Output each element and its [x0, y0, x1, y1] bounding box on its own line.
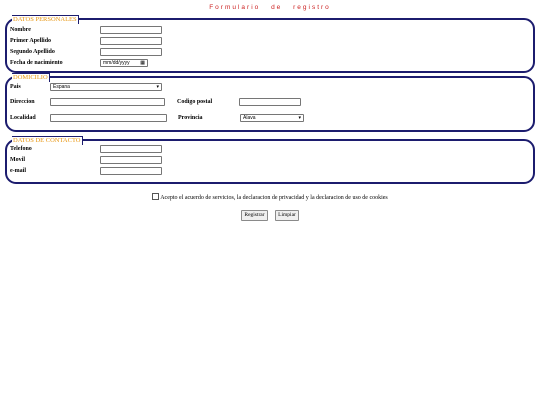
terms-label[interactable]: Acepto el acuerdo de servicios, la declaracion de privacidad y la declaracion de uso de cookies — [160, 195, 388, 201]
email-input[interactable] — [100, 167, 162, 175]
direccion-input[interactable] — [50, 98, 165, 106]
fecha-placeholder: mm/dd/yyyy — [103, 60, 130, 66]
codigo-postal-input[interactable] — [239, 98, 301, 106]
pais-label: Pais — [10, 84, 21, 90]
nombre-label: Nombre — [10, 27, 31, 33]
segundo-apellido-label: Segundo Apellido — [10, 49, 55, 55]
movil-input[interactable] — [100, 156, 162, 164]
primer-apellido-label: Primer Apellido — [10, 38, 52, 44]
contact-legend: DATOS DE CONTACTO — [13, 137, 81, 144]
telefono-label: Telefono — [10, 146, 32, 152]
localidad-label: Localidad — [10, 115, 36, 121]
nombre-input[interactable] — [100, 26, 162, 34]
pais-select[interactable] — [50, 83, 162, 91]
chevron-down-icon: ▾ — [298, 115, 301, 121]
calendar-icon[interactable]: ▦ — [140, 60, 145, 66]
page-title: Formulario de registro — [209, 4, 331, 11]
fecha-nacimiento-input[interactable] — [100, 59, 148, 67]
terms-row — [0, 193, 540, 202]
codigo-postal-label: Codigo postal — [177, 99, 213, 105]
telefono-input[interactable] — [100, 145, 162, 153]
primer-apellido-input[interactable] — [100, 37, 162, 45]
localidad-input[interactable] — [50, 114, 167, 122]
address-fieldset — [5, 76, 535, 132]
limpiar-button[interactable]: Limpiar — [275, 210, 299, 221]
chevron-down-icon: ▾ — [156, 84, 159, 90]
terms-checkbox[interactable] — [152, 193, 159, 200]
segundo-apellido-input[interactable] — [100, 48, 162, 56]
movil-label: Movil — [10, 157, 25, 163]
personal-data-fieldset — [5, 18, 535, 73]
provincia-select[interactable] — [240, 114, 304, 122]
address-legend: DOMICILIO — [13, 74, 48, 81]
provincia-label: Provincia — [178, 115, 203, 121]
email-label: e-mail — [10, 168, 26, 174]
direccion-label: Direccion — [10, 99, 35, 105]
pais-selected-value: Espana — [53, 84, 70, 90]
personal-data-legend: DATOS PERSONALES — [13, 16, 77, 23]
fecha-nacimiento-label: Fecha de nacimiento — [10, 60, 63, 66]
contact-fieldset — [5, 139, 535, 184]
provincia-selected-value: Alava — [243, 115, 256, 121]
registrar-button[interactable]: Registrar — [241, 210, 268, 221]
